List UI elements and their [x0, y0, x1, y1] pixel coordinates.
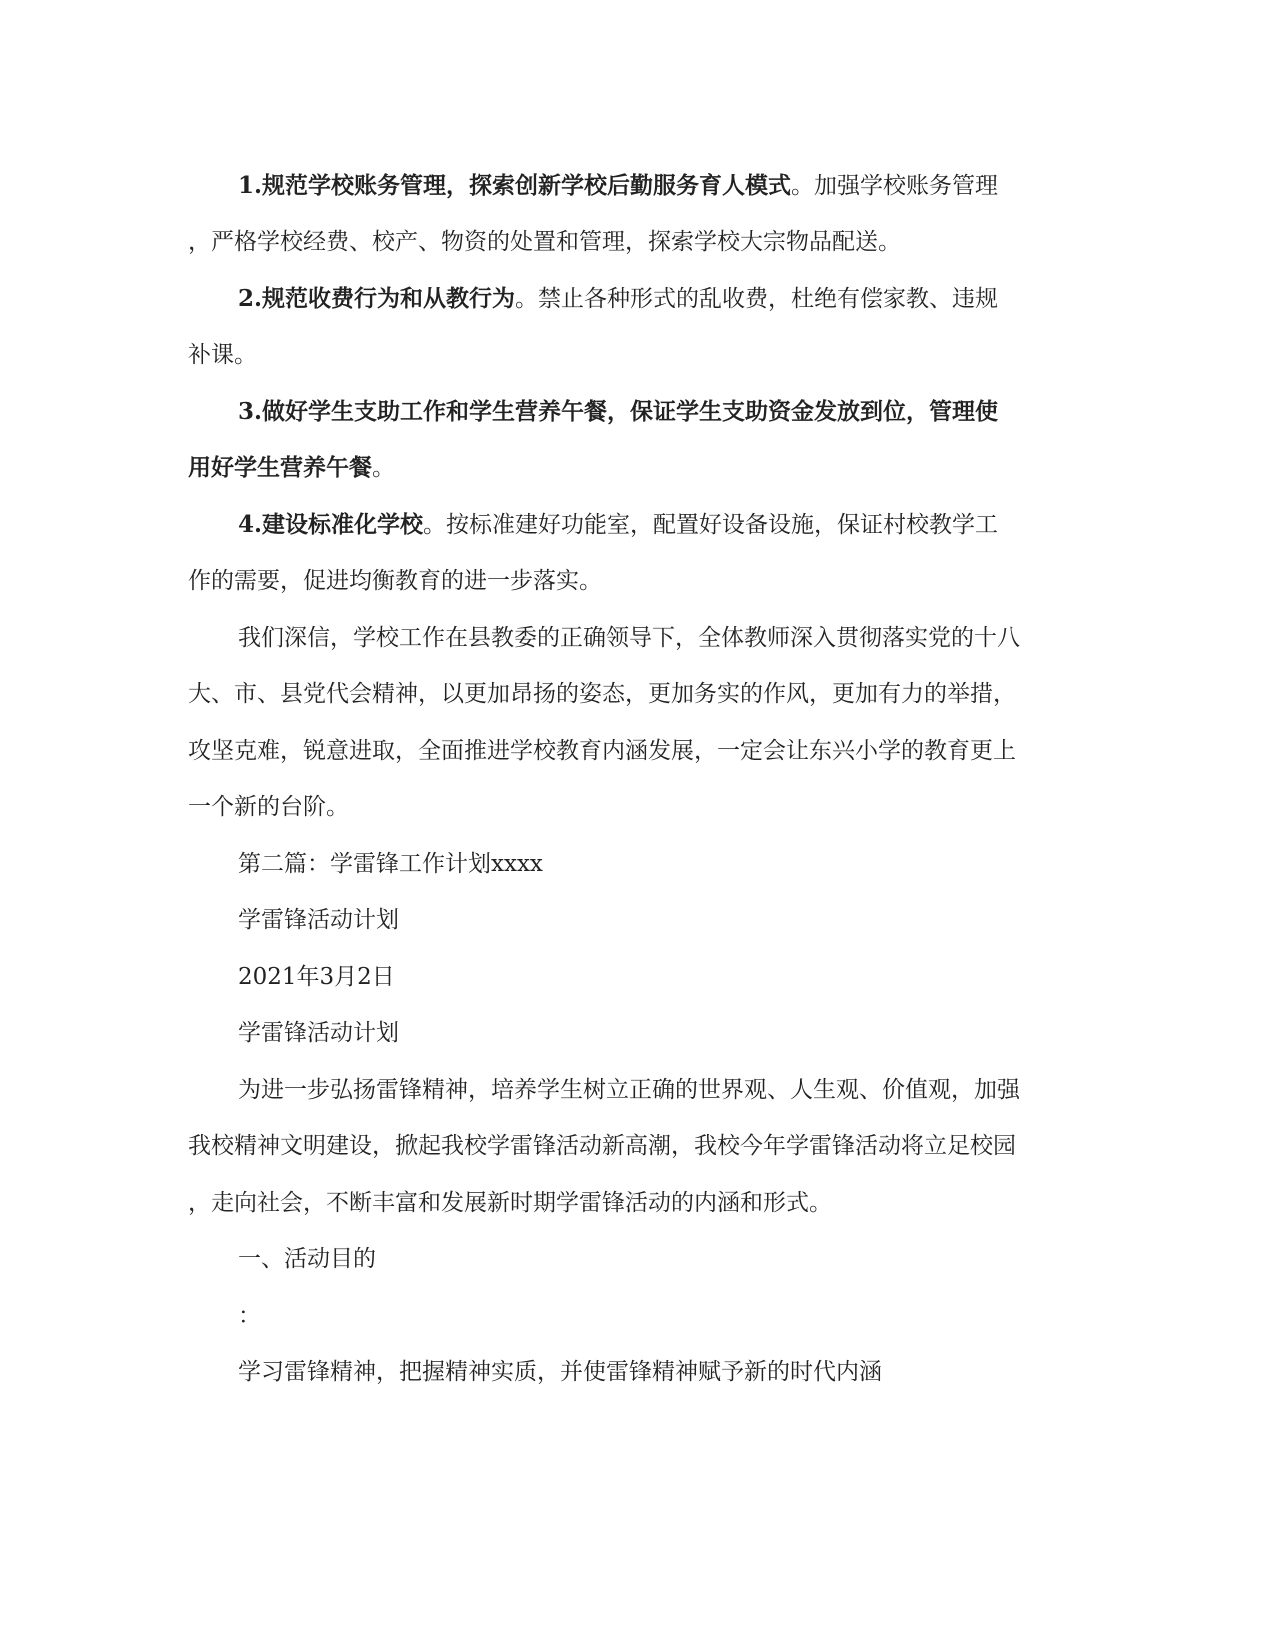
plan-date: 2021年3月2日 — [238, 964, 395, 990]
paragraph-5-line-3: 攻坚克难，锐意进取，全面推进学校教育内涵发展，一定会让东兴小学的教育更上 — [188, 738, 1016, 764]
paragraph-7: 学习雷锋精神，把握精神实质，并使雷锋精神赋予新的时代内涵 — [238, 1359, 882, 1385]
paragraph-2-line-2: 补课。 — [188, 342, 257, 368]
section-heading: 一、活动目的 — [238, 1246, 376, 1272]
item-number: 1. — [238, 172, 263, 199]
paragraph-5-line-2: 大、市、县党代会精神，以更加昂扬的姿态，更加务实的作风，更加有力的举措， — [188, 681, 1016, 707]
bold-heading: 规范学校账务管理，探索创新学校后勤服务育人模式 — [262, 172, 792, 199]
paragraph-1-line-1 — [238, 171, 998, 201]
paragraph-3-line-2 — [188, 453, 395, 483]
paragraph-text: 。加强学校账务管理 — [791, 173, 999, 199]
chapter-title: 第二篇：学雷锋工作计划xxxx — [238, 851, 543, 877]
paragraph-4-line-1 — [238, 510, 998, 540]
paragraph-5-line-4: 一个新的台阶。 — [188, 794, 349, 820]
bold-heading: 用好学生营养午餐 — [188, 454, 372, 481]
bold-heading: 做好学生支助工作和学生营养午餐，保证学生支助资金发放到位，管理使 — [262, 398, 999, 425]
paragraph-5-line-1: 我们深信，学校工作在县教委的正确领导下，全体教师深入贯彻落实党的十八 — [238, 625, 1020, 651]
section-colon: ： — [238, 1303, 261, 1329]
item-number: 4. — [238, 511, 263, 538]
plan-title: 学雷锋活动计划 — [238, 907, 399, 933]
paragraph-4-line-2: 作的需要，促进均衡教育的进一步落实。 — [188, 568, 602, 594]
paragraph-6-line-1: 为进一步弘扬雷锋精神，培养学生树立正确的世界观、人生观、价值观，加强 — [238, 1077, 1020, 1103]
paragraph-1-line-2: ，严格学校经费、校产、物资的处置和管理，探索学校大宗物品配送。 — [188, 229, 901, 255]
plan-title-repeat: 学雷锋活动计划 — [238, 1020, 399, 1046]
bold-heading: 建设标准化学校 — [262, 511, 424, 538]
bold-heading: 规范收费行为和从教行为 — [262, 285, 516, 312]
paragraph-text: 。禁止各种形式的乱收费，杜绝有偿家教、违规 — [515, 286, 999, 312]
item-number: 3. — [238, 398, 263, 425]
paragraph-6-line-2: 我校精神文明建设，掀起我校学雷锋活动新高潮，我校今年学雷锋活动将立足校园 — [188, 1133, 1016, 1159]
paragraph-3-line-1 — [238, 397, 998, 427]
paragraph-6-line-3: ，走向社会，不断丰富和发展新时期学雷锋活动的内涵和形式。 — [188, 1190, 832, 1216]
paragraph-text: 。按标准建好功能室，配置好设备设施，保证村校教学工 — [423, 512, 999, 538]
paragraph-text: 。 — [372, 455, 395, 481]
item-number: 2. — [238, 285, 263, 312]
paragraph-2-line-1 — [238, 284, 998, 314]
